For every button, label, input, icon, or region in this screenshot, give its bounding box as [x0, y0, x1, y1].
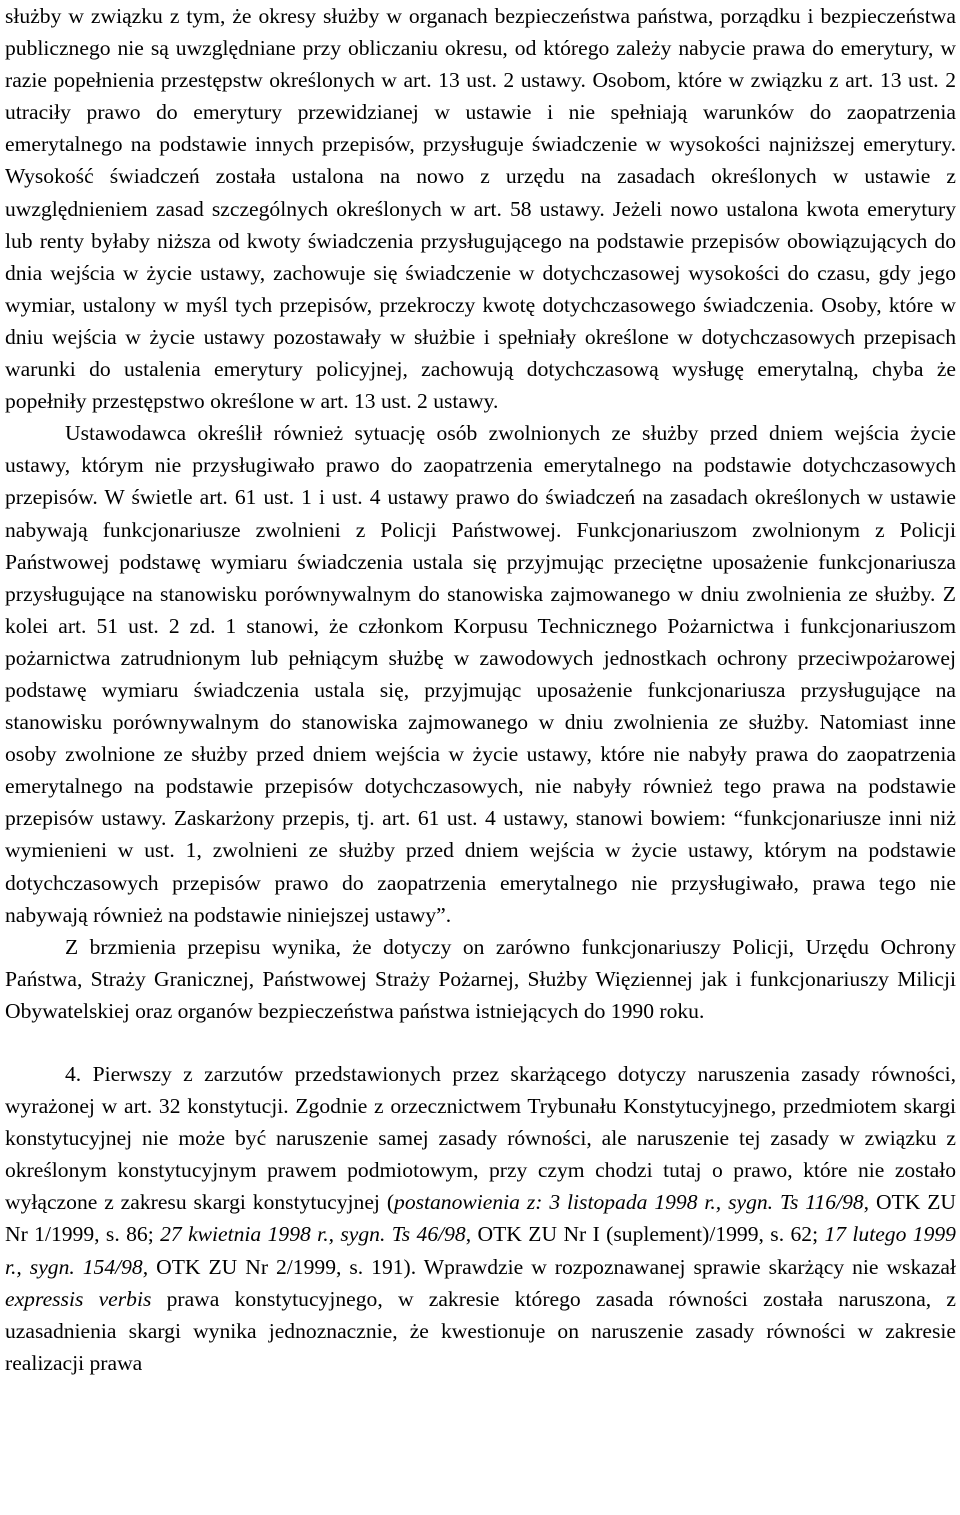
point-4-text-g: OTK ZU Nr 2/1999, s. 191). Wprawdzie w rozpoznawanej sprawie skarżący nie wskazał — [148, 1254, 957, 1279]
point-4-text-e: , OTK ZU Nr I (suplement)/1999, s. 62; — [465, 1222, 825, 1247]
paragraph-scope-of-provision: Z brzmienia przepisu wynika, że dotyczy on zarówno funkcjonariuszy Policji, Urzędu Ochrony Państwa, Straży Granicznej, Państwowej Straży Pożarnej, Służby Więziennej jak i funkcjonariuszy Milicji Obywatelskiej oraz organów bezpieczeństwa państwa istniejących do 1990 roku. — [5, 934, 956, 1023]
point-4-text-i: prawa konstytucyjnego, w zakresie którego zasada równości została naruszona, z uzasadnienia skargi wynika jednoznacznie, że kwestionuje on naruszenie zasady równości w zakresie realizacji prawa — [5, 1286, 956, 1375]
paragraph-legislator-situation: Ustawodawca określił również sytuację osób zwolnionych ze służby przed dniem wejścia życie ustawy, którym nie przysługiwało prawo do zaopatrzenia emerytalnego na podstawie dotychczasowych przepisów. W świetle art. 61 ust. 1 i ust. 4 ustawy prawo do świadczeń na zasadach określonych w ustawie nabywają funkcjonariusze zwolnieni z Policji Państwowej. Funkcjonariuszom zwolnionym z Policji Państwowej podstawę wymiaru świadczenia ustala się przyjmując przeciętne uposażenie funkcjonariusza przysługujące na stanowisku porównywalnym do stanowiska zajmowanego w dniu zwolnienia ze służby. Z kolei art. 51 ust. 2 zd. 1 stanowi, że członkom Korpusu Technicznego Pożarnictwa i funkcjonariuszom pożarnictwa zatrudnionym lub pełniącym służbę w zawodowych jednostkach ochrony przeciwpożarowej podstawę wymiaru świadczenia ustala się, przyjmując uposażenie funkcjonariusza przysługujące na stanowisku porównywalnym do stanowiska zajmowanego w dniu zwolnienia ze służby. Natomiast inne osoby zwolnione ze służby przed dniem wejścia w życie ustawy, które nie nabyły prawa do zaopatrzenia emerytalnego na podstawie przepisów dotychczasowych, nie nabyły również tego prawa na podstawie przepisów ustawy. Zaskarżony przepis, tj. art. 61 ust. 4 ustawy, stanowi bowiem: “funkcjonariusze inni niż wymienieni w ust. 1, zwolnieni ze służby przed dniem wejścia w życie ustawy, którym na podstawie dotychczasowych przepisów prawo do zaopatrzenia emerytalnego nie przysługiwało, prawa tego nie nabywają również na podstawie niniejszej ustawy”. — [5, 421, 956, 927]
point-4-citation-3: 17 lutego 1999 r., sygn. 154/98, — [5, 1222, 956, 1279]
paragraph-continuation: służby w związku z tym, że okresy służby w organach bezpieczeństwa państwa, porządku i bezpieczeństwa publicznego nie są uwzględniane przy obliczaniu okresu, od którego zależy nabycie prawa do emerytury, w razie popełnienia przestępstw określonych w art. 13 ust. 2 ustawy. Osobom, które w związku z art. 13 ust. 2 utraciły prawo do emerytury przewidzianej w ustawie i nie spełniają warunków do zaopatrzenia emerytalnego na podstawie innych przepisów, przysługuje świadczenie w wysokości najniższej emerytury. Wysokość świadczeń została ustalona na nowo z urzędu na zasadach określonych w ustawie z uwzględnieniem zasad szczególnych określonych w art. 58 ustawy. Jeżeli nowo ustalona kwota emerytury lub renty byłaby niższa od kwoty świadczenia przysługującego na podstawie przepisów obowiązujących do dnia wejścia w życie ustawy, zachowuje się świadczenie w dotychczasowej wysokości do czasu, gdy jego wymiar, ustalony w myśl tych przepisów, przekroczy kwotę dotychczasowego świadczenia. Osoby, które w dniu wejścia w życie ustawy pozostawały w służbie i spełniały określone w dotychczasowych przepisach warunki do ustalenia emerytury policyjnej, zachowują dotychczasową wysługę emerytalną, chyba że popełniły przestępstwo określone w art. 13 ust. 2 ustawy. — [5, 4, 956, 414]
point-4-citation-2: 27 kwietnia 1998 r., sygn. Ts 46/98 — [160, 1222, 466, 1247]
point-4-citation-1: postanowienia z: 3 listopada 1998 r., sygn. Ts 116/98 — [394, 1190, 864, 1215]
point-4-text-a: 4. Pierwszy z zarzutów przedstawionych przez skarżącego dotyczy naruszenia zasady równości, wyrażonej w art. 32 konstytucji. Zgodnie z orzecznictwem Trybunału Konstytucyjnego, przedmiotem skargi konstytucyjnej nie może być naruszenie samej zasady równości, ale naruszenie tej zasady w związku z określonym konstytucyjnym prawem podmiotowym, przy czym chodzi tutaj o prawo, które nie zostało wyłączone z zakresu skargi konstytucyjnej ( — [5, 1062, 956, 1215]
point-4-text-c: , OTK ZU Nr 1/1999, s. 86; — [5, 1190, 957, 1247]
paragraph-point-4 — [5, 1058, 956, 1379]
point-4-latin-phrase: expressis verbis — [5, 1286, 152, 1311]
